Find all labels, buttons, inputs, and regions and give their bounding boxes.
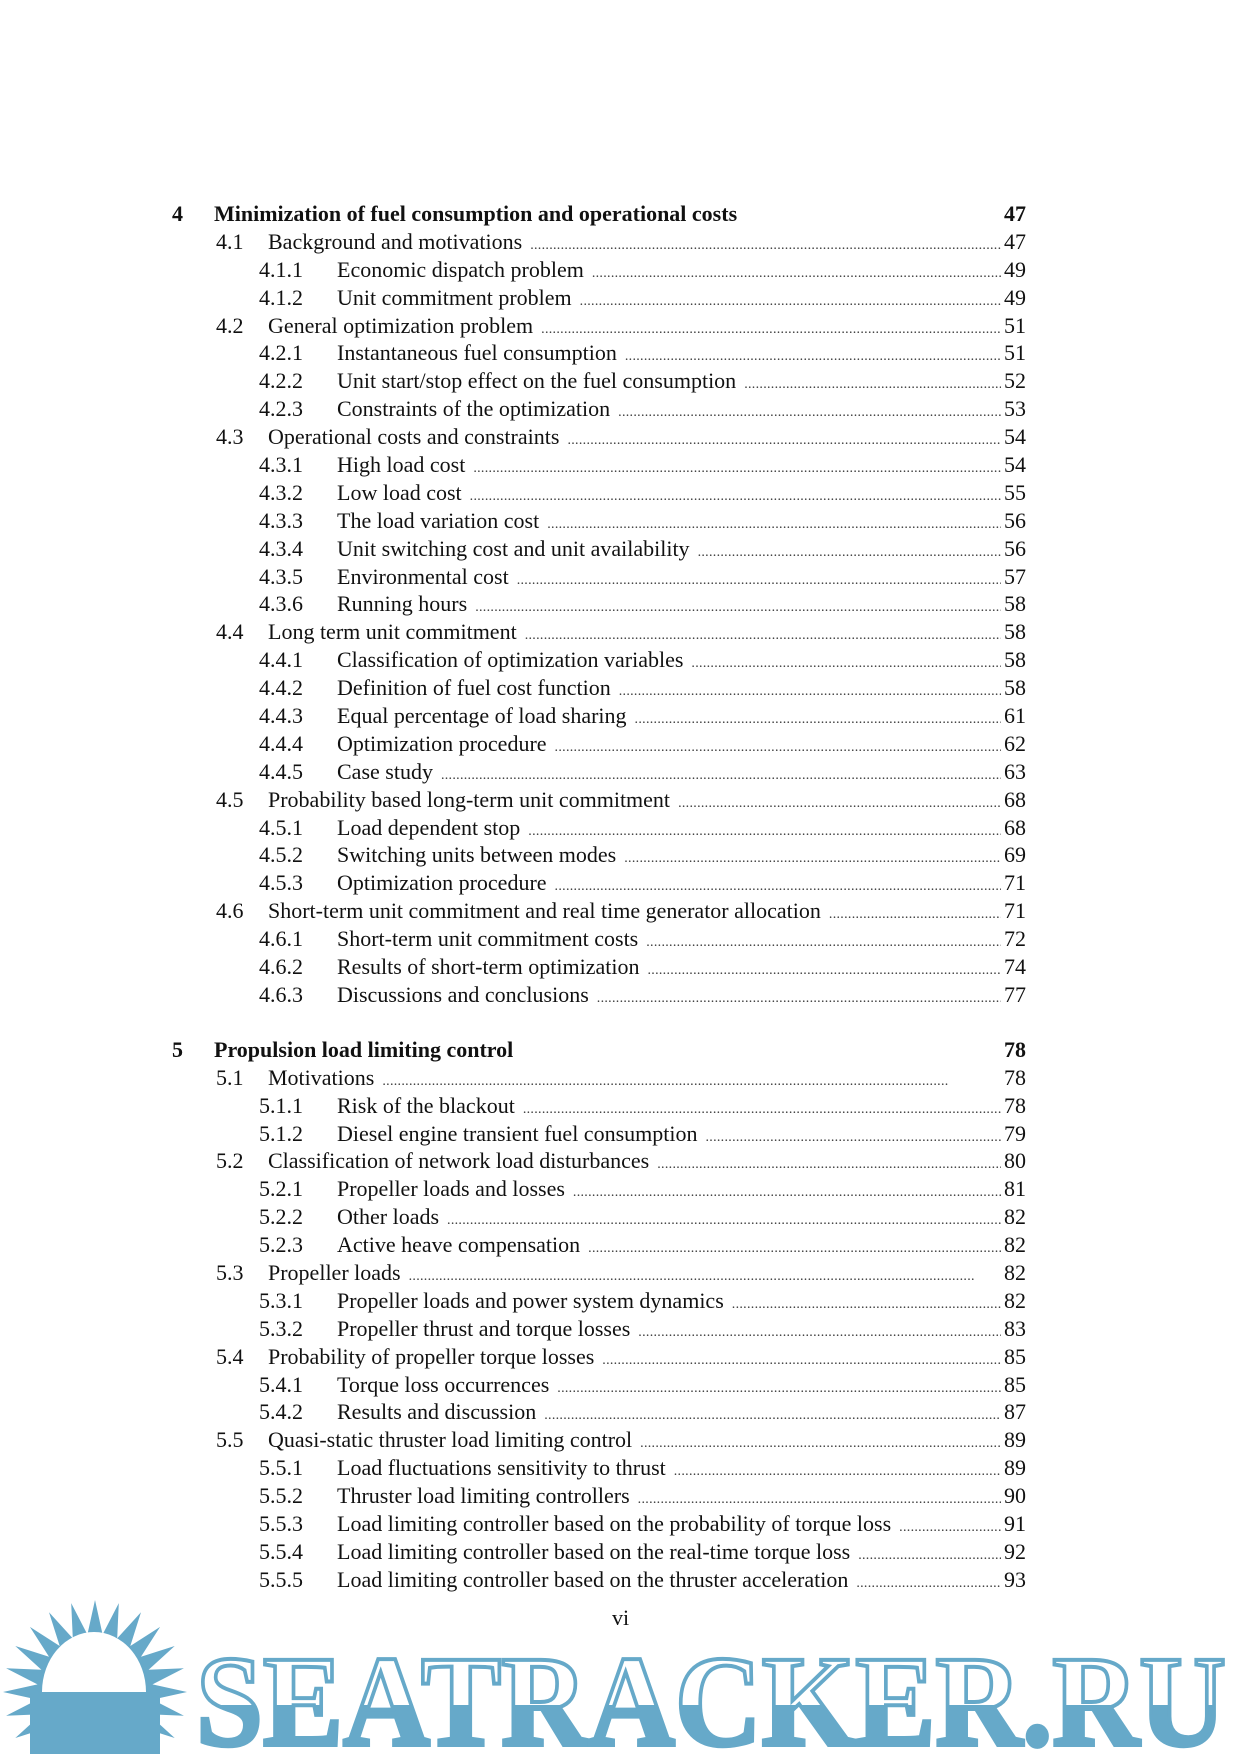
toc-entry-sub[interactable] xyxy=(172,869,1026,897)
entry-page-number: 58 xyxy=(1004,675,1026,701)
entry-page-number: 57 xyxy=(1004,563,1026,589)
entry-number: 4.5.3 xyxy=(259,870,303,896)
entry-title: Risk of the blackout xyxy=(337,1092,515,1118)
toc-entry-sub[interactable] xyxy=(172,590,1026,618)
entry-number: 4.3 xyxy=(216,424,244,450)
toc-entry-chapter[interactable] xyxy=(172,1036,1026,1064)
entry-title: Discussions and conclusions xyxy=(337,981,589,1007)
toc-entry-sub[interactable] xyxy=(172,1175,1026,1203)
entry-title: Operational costs and constraints xyxy=(268,424,560,450)
dot-leader xyxy=(557,1375,1001,1403)
entry-number: 5.5.1 xyxy=(259,1455,303,1481)
toc-entry-sub[interactable] xyxy=(172,953,1026,981)
entry-page-number: 55 xyxy=(1004,479,1026,505)
toc-entry-sub[interactable] xyxy=(172,395,1026,423)
toc-entry-sub[interactable] xyxy=(172,646,1026,674)
entry-title: Propeller thrust and torque losses xyxy=(337,1315,631,1341)
entry-page-number: 51 xyxy=(1004,340,1026,366)
entry-number: 5.3 xyxy=(216,1259,244,1285)
entry-page-number: 52 xyxy=(1004,368,1026,394)
entry-number: 5.4 xyxy=(216,1343,244,1369)
entry-title: Diesel engine transient fuel consumption xyxy=(337,1120,698,1146)
entry-page-number: 54 xyxy=(1004,424,1026,450)
dot-leader xyxy=(580,288,1001,316)
entry-number: 4.6.1 xyxy=(259,926,303,952)
entry-number: 5.1.1 xyxy=(259,1092,303,1118)
entry-page-number: 78 xyxy=(1004,1092,1026,1118)
entry-title: Load limiting controller based on the probability of torque loss xyxy=(337,1510,892,1536)
entry-title: Economic dispatch problem xyxy=(337,256,584,282)
toc-entry-sub[interactable] xyxy=(172,1482,1026,1510)
toc-entry-section[interactable] xyxy=(172,1343,1026,1371)
entry-title: The load variation cost xyxy=(337,507,540,533)
dot-leader xyxy=(744,371,1001,399)
toc-entry-section[interactable] xyxy=(172,618,1026,646)
entry-page-number: 62 xyxy=(1004,730,1026,756)
entry-page-number: 82 xyxy=(1004,1259,1026,1285)
toc-entry-section[interactable] xyxy=(172,1426,1026,1454)
dot-leader xyxy=(646,929,1001,957)
entry-title: Motivations xyxy=(268,1064,375,1090)
dot-leader xyxy=(624,845,1001,873)
entry-title: Thruster load limiting controllers xyxy=(337,1483,630,1509)
entry-title: Load dependent stop xyxy=(337,814,521,840)
entry-page-number: 58 xyxy=(1004,619,1026,645)
entry-page-number: 82 xyxy=(1004,1287,1026,1313)
entry-page-number: 54 xyxy=(1004,452,1026,478)
dot-leader xyxy=(899,1514,1001,1542)
entry-title: Long term unit commitment xyxy=(268,619,517,645)
entry-page-number: 79 xyxy=(1004,1120,1026,1146)
entry-number: 5.1 xyxy=(216,1064,244,1090)
toc-entry-section[interactable] xyxy=(172,1064,1026,1092)
entry-title: Classification of optimization variables xyxy=(337,647,684,673)
dot-leader xyxy=(657,1151,1001,1179)
entry-number: 4.4.3 xyxy=(259,703,303,729)
entry-title: Probability of propeller torque losses xyxy=(268,1343,595,1369)
page-number: vi xyxy=(612,1605,630,1630)
toc-entry-sub[interactable] xyxy=(172,814,1026,842)
entry-number: 4.4.2 xyxy=(259,675,303,701)
entry-title: Optimization procedure xyxy=(337,730,547,756)
dot-leader xyxy=(475,594,1001,622)
dot-leader xyxy=(573,1179,1001,1207)
entry-page-number: 72 xyxy=(1004,926,1026,952)
dot-leader xyxy=(705,1124,1001,1152)
toc-entry-sub[interactable] xyxy=(172,1371,1026,1399)
entry-title: Probability based long-term unit commitment xyxy=(268,786,671,812)
entry-title: Propulsion load limiting control xyxy=(214,1036,514,1062)
entry-number: 4.3.6 xyxy=(259,591,303,617)
entry-title: Constraints of the optimization xyxy=(337,396,611,422)
entry-page-number: 85 xyxy=(1004,1343,1026,1369)
entry-number: 4.4.4 xyxy=(259,730,303,756)
entry-page-number: 78 xyxy=(1004,1064,1026,1090)
dot-leader xyxy=(674,1458,1001,1486)
entry-number: 5.5.3 xyxy=(259,1510,303,1536)
entry-number: 4.4.5 xyxy=(259,758,303,784)
entry-title: Unit commitment problem xyxy=(337,284,572,310)
toc-entry-section[interactable] xyxy=(172,228,1026,256)
toc-entry-sub[interactable] xyxy=(172,1315,1026,1343)
entry-title: Load limiting controller based on the thruster acceleration xyxy=(337,1566,849,1592)
entry-number: 5.5 xyxy=(216,1427,244,1453)
entry-page-number: 71 xyxy=(1004,870,1026,896)
entry-title: Load limiting controller based on the real-time torque loss xyxy=(337,1538,851,1564)
entry-title: Equal percentage of load sharing xyxy=(337,703,627,729)
entry-page-number: 82 xyxy=(1004,1232,1026,1258)
entry-page-number: 83 xyxy=(1004,1315,1026,1341)
entry-title: Quasi-static thruster load limiting control xyxy=(268,1427,633,1453)
entry-title: Short-term unit commitment and real time generator allocation xyxy=(268,898,821,924)
entry-number: 4.5 xyxy=(216,786,244,812)
entry-page-number: 49 xyxy=(1004,256,1026,282)
toc-entry-sub[interactable] xyxy=(172,1231,1026,1259)
entry-number: 5 xyxy=(172,1036,183,1062)
entry-number: 5.1.2 xyxy=(259,1120,303,1146)
entry-page-number: 71 xyxy=(1004,898,1026,924)
entry-number: 4.3.3 xyxy=(259,507,303,533)
entry-page-number: 49 xyxy=(1004,284,1026,310)
toc-entry-sub[interactable] xyxy=(172,841,1026,869)
entry-number: 4 xyxy=(172,201,183,226)
toc-entry-section[interactable] xyxy=(172,1259,1026,1287)
entry-number: 5.2.2 xyxy=(259,1204,303,1230)
toc-entry-section[interactable] xyxy=(172,423,1026,451)
entry-number: 4.6.3 xyxy=(259,981,303,1007)
entry-number: 4.3.5 xyxy=(259,563,303,589)
entry-number: 4.6.2 xyxy=(259,954,303,980)
entry-number: 4.1.1 xyxy=(259,256,303,282)
entry-page-number: 74 xyxy=(1004,954,1026,980)
dot-leader xyxy=(691,650,1001,678)
dot-leader xyxy=(640,1430,1001,1458)
entry-title: Classification of network load disturbances xyxy=(268,1148,650,1174)
entry-page-number: 77 xyxy=(1004,981,1026,1007)
entry-page-number: 47 xyxy=(1004,201,1026,226)
entry-page-number: 92 xyxy=(1004,1538,1026,1564)
entry-title: Results of short-term optimization xyxy=(337,954,640,980)
dot-leader xyxy=(858,1542,1001,1570)
entry-page-number: 69 xyxy=(1004,842,1026,868)
dot-leader xyxy=(530,232,1001,260)
toc-entry-sub[interactable] xyxy=(172,535,1026,563)
dot-leader xyxy=(732,1291,1001,1319)
entry-number: 4.1 xyxy=(216,228,244,254)
entry-page-number: 47 xyxy=(1004,228,1026,254)
toc-entry-sub[interactable] xyxy=(172,479,1026,507)
entry-title: High load cost xyxy=(337,452,466,478)
entry-page-number: 91 xyxy=(1004,1510,1026,1536)
entry-page-number: 61 xyxy=(1004,703,1026,729)
dot-leader xyxy=(555,734,1001,762)
dot-leader xyxy=(473,455,1001,483)
entry-title: Running hours xyxy=(337,591,468,617)
entry-number: 5.5.4 xyxy=(259,1538,303,1564)
entry-number: 5.2.1 xyxy=(259,1176,303,1202)
toc-entry-section[interactable] xyxy=(172,786,1026,814)
entry-page-number: 82 xyxy=(1004,1204,1026,1230)
entry-number: 4.2.3 xyxy=(259,396,303,422)
toc-entry-sub[interactable] xyxy=(172,1287,1026,1315)
entry-title: Propeller loads and losses xyxy=(337,1176,565,1202)
toc-entry-section[interactable] xyxy=(172,1147,1026,1175)
entry-page-number: 85 xyxy=(1004,1371,1026,1397)
toc-entry-sub[interactable] xyxy=(172,730,1026,758)
table-of-contents xyxy=(172,200,1026,1594)
entry-number: 5.5.5 xyxy=(259,1566,303,1592)
entry-title: Case study xyxy=(337,758,433,784)
entry-number: 5.2.3 xyxy=(259,1232,303,1258)
entry-title: Load fluctuations sensitivity to thrust xyxy=(337,1455,666,1481)
entry-number: 5.2 xyxy=(216,1148,244,1174)
entry-page-number: 56 xyxy=(1004,507,1026,533)
entry-title: Unit start/stop effect on the fuel consumption xyxy=(337,368,737,394)
entry-number: 4.5.1 xyxy=(259,814,303,840)
entry-number: 5.4.1 xyxy=(259,1371,303,1397)
toc-entry-sub[interactable] xyxy=(172,674,1026,702)
entry-title: General optimization problem xyxy=(268,312,534,338)
entry-title: Results and discussion xyxy=(337,1399,537,1425)
dot-leader xyxy=(829,901,1001,929)
entry-page-number: 56 xyxy=(1004,535,1026,561)
toc-entry-sub[interactable] xyxy=(172,451,1026,479)
entry-number: 4.2.2 xyxy=(259,368,303,394)
entry-number: 4.4.1 xyxy=(259,647,303,673)
toc-entry-sub[interactable] xyxy=(172,563,1026,591)
entry-page-number: 58 xyxy=(1004,647,1026,673)
dot-leader xyxy=(597,985,1001,1013)
entry-number: 4.1.2 xyxy=(259,284,303,310)
dot-leader xyxy=(470,483,1001,511)
entry-page-number: 93 xyxy=(1004,1566,1026,1592)
dot-leader xyxy=(647,957,1001,985)
entry-title: Instantaneous fuel consumption xyxy=(337,340,617,366)
entry-page-number: 89 xyxy=(1004,1455,1026,1481)
entry-page-number: 78 xyxy=(1004,1036,1026,1062)
entry-page-number: 63 xyxy=(1004,758,1026,784)
toc-entry-sub[interactable] xyxy=(172,1510,1026,1538)
toc-entry-sub[interactable] xyxy=(172,1398,1026,1426)
dot-leader xyxy=(678,790,1001,818)
dot-leader xyxy=(567,427,1001,455)
entry-page-number: 51 xyxy=(1004,312,1026,338)
dot-leader xyxy=(602,1347,1001,1375)
entry-page-number: 87 xyxy=(1004,1399,1026,1425)
entry-title: Background and motivations xyxy=(268,228,523,254)
toc-entry-sub[interactable] xyxy=(172,702,1026,730)
entry-page-number: 68 xyxy=(1004,786,1026,812)
entry-number: 4.3.1 xyxy=(259,452,303,478)
toc-entry-sub[interactable] xyxy=(172,256,1026,284)
entry-page-number: 90 xyxy=(1004,1483,1026,1509)
entry-title: Unit switching cost and unit availability xyxy=(337,535,690,561)
dot-leader xyxy=(638,1319,1001,1347)
dot-leader xyxy=(698,539,1001,567)
entry-page-number: 68 xyxy=(1004,814,1026,840)
dot-leader xyxy=(517,567,1001,595)
entry-page-number: 80 xyxy=(1004,1148,1026,1174)
entry-title: Environmental cost xyxy=(337,563,509,589)
entry-number: 4.5.2 xyxy=(259,842,303,868)
entry-number: 4.3.4 xyxy=(259,535,303,561)
dot-leader xyxy=(592,260,1001,288)
toc-entry-sub[interactable] xyxy=(172,507,1026,535)
sun-icon xyxy=(3,1600,187,1754)
entry-title: Optimization procedure xyxy=(337,870,547,896)
toc-entry-section[interactable] xyxy=(172,312,1026,340)
dot-leader xyxy=(618,399,1001,427)
entry-title: Other loads xyxy=(337,1204,440,1230)
toc-entry-section[interactable] xyxy=(172,897,1026,925)
toc-entry-sub[interactable] xyxy=(172,758,1026,786)
entry-title: Torque loss occurrences xyxy=(337,1371,550,1397)
toc-entry-sub[interactable] xyxy=(172,1092,1026,1120)
entry-number: 4.3.2 xyxy=(259,479,303,505)
entry-number: 4.2.1 xyxy=(259,340,303,366)
entry-number: 4.4 xyxy=(216,619,244,645)
entry-number: 5.5.2 xyxy=(259,1483,303,1509)
entry-title: Active heave compensation xyxy=(337,1232,581,1258)
toc-entry-sub[interactable] xyxy=(172,367,1026,395)
toc-entry-chapter[interactable] xyxy=(172,200,1026,228)
toc-entry-sub[interactable] xyxy=(172,981,1026,1009)
toc-entry-sub[interactable] xyxy=(172,1454,1026,1482)
toc-entry-sub[interactable] xyxy=(172,1538,1026,1566)
entry-title: Propeller loads xyxy=(268,1259,401,1285)
toc-entry-sub[interactable] xyxy=(172,1203,1026,1231)
entry-number: 4.6 xyxy=(216,898,244,924)
entry-title: Minimization of fuel consumption and operational costs xyxy=(214,201,738,226)
entry-number: 5.4.2 xyxy=(259,1399,303,1425)
toc-entry-sub[interactable] xyxy=(172,339,1026,367)
dot-leader xyxy=(588,1235,1001,1263)
entry-page-number: 81 xyxy=(1004,1176,1026,1202)
toc-entry-sub[interactable] xyxy=(172,925,1026,953)
entry-title: Low load cost xyxy=(337,479,462,505)
dot-leader xyxy=(635,706,1001,734)
entry-number: 5.3.2 xyxy=(259,1315,303,1341)
toc-entry-sub[interactable] xyxy=(172,1120,1026,1148)
entry-title: Propeller loads and power system dynamics xyxy=(337,1287,724,1313)
watermark-text: SEATRACKER.RU xyxy=(196,1630,1226,1754)
entry-title: Switching units between modes xyxy=(337,842,617,868)
dot-leader xyxy=(619,678,1001,706)
entry-page-number: 58 xyxy=(1004,591,1026,617)
entry-number: 5.3.1 xyxy=(259,1287,303,1313)
toc-entry-sub[interactable] xyxy=(172,284,1026,312)
entry-title: Definition of fuel cost function xyxy=(337,675,611,701)
entry-title: Short-term unit commitment costs xyxy=(337,926,639,952)
entry-number: 4.2 xyxy=(216,312,244,338)
entry-page-number: 53 xyxy=(1004,396,1026,422)
entry-page-number: 89 xyxy=(1004,1427,1026,1453)
